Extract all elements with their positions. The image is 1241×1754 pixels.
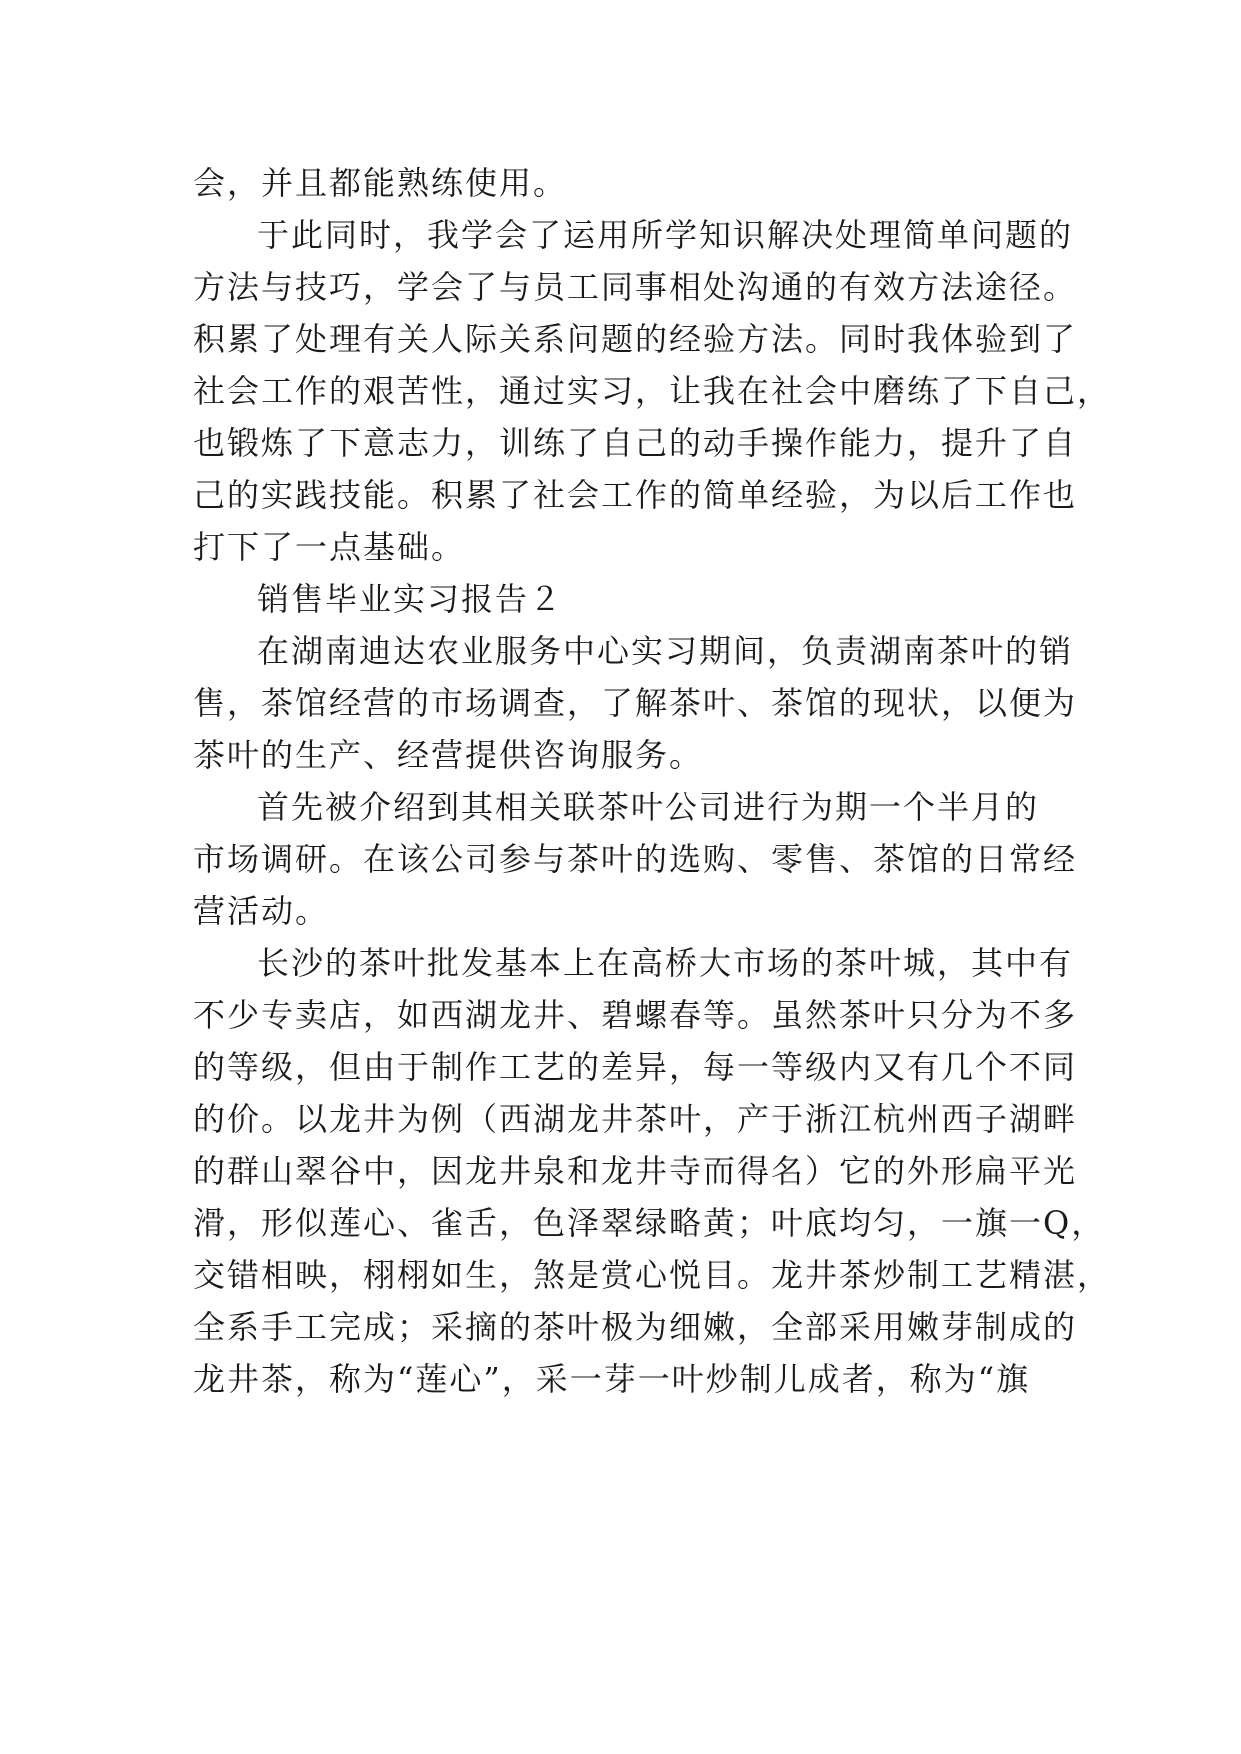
text-line: 的群山翠谷中，因龙井泉和龙井寺而得名）它的外形扁平光 [193, 1152, 1078, 1190]
text-line: 茶叶的生产、经营提供咨询服务。 [193, 736, 704, 774]
text-line: 交错相映，栩栩如生，煞是赏心悦目。龙井茶炒制工艺精湛， [193, 1256, 1112, 1294]
text-line: 会，并且都能熟练使用。 [193, 164, 568, 202]
text-line: 市场调研。在该公司参与茶叶的选购、零售、茶馆的日常经 [193, 840, 1078, 878]
text-line: 打下了一点基础。 [193, 528, 466, 566]
text-line: 售，茶馆经营的市场调查，了解茶叶、茶馆的现状，以便为 [193, 684, 1078, 722]
body-text [193, 157, 1112, 1405]
text-line: 方法与技巧，学会了与员工同事相处沟通的有效方法途径。 [193, 268, 1078, 306]
text-line: 的等级，但由于制作工艺的差异，每一等级内又有几个不同 [193, 1048, 1078, 1086]
text-line: 在湖南迪达农业服务中心实习期间，负责湖南茶叶的销 [257, 632, 1074, 670]
text-line: 首先被介绍到其相关联茶叶公司进行为期一个半月的 [257, 788, 1040, 826]
text-line: 长沙的茶叶批发基本上在高桥大市场的茶叶城，其中有 [257, 944, 1074, 982]
text-line: 于此同时，我学会了运用所学知识解决处理简单问题的 [257, 216, 1074, 254]
text-line: 龙井茶，称为“莲心”，采一芽一叶炒制儿成者，称为“旗 [193, 1360, 1031, 1398]
text-line: 社会工作的艰苦性，通过实习，让我在社会中磨练了下自己， [193, 372, 1112, 410]
text-line: 也锻炼了下意志力，训练了自己的动手操作能力，提升了自 [193, 424, 1078, 462]
text-line: 不少专卖店，如西湖龙井、碧螺春等。虽然茶叶只分为不多 [193, 996, 1078, 1034]
text-line: 滑，形似莲心、雀舌，色泽翠绿略黄；叶底均匀，一旗一Q， [193, 1204, 1106, 1242]
text-line: 己的实践技能。积累了社会工作的简单经验，为以后工作也 [193, 476, 1078, 514]
text-line: 的价。以龙井为例（西湖龙井茶叶，产于浙江杭州西子湖畔 [193, 1100, 1078, 1138]
text-line: 营活动。 [193, 892, 330, 930]
text-line: 全系手工完成；采摘的茶叶极为细嫩，全部采用嫩芽制成的 [193, 1308, 1078, 1346]
text-line: 积累了处理有关人际关系问题的经验方法。同时我体验到了 [193, 320, 1078, 358]
section-heading: 销售毕业实习报告２ [257, 580, 564, 618]
